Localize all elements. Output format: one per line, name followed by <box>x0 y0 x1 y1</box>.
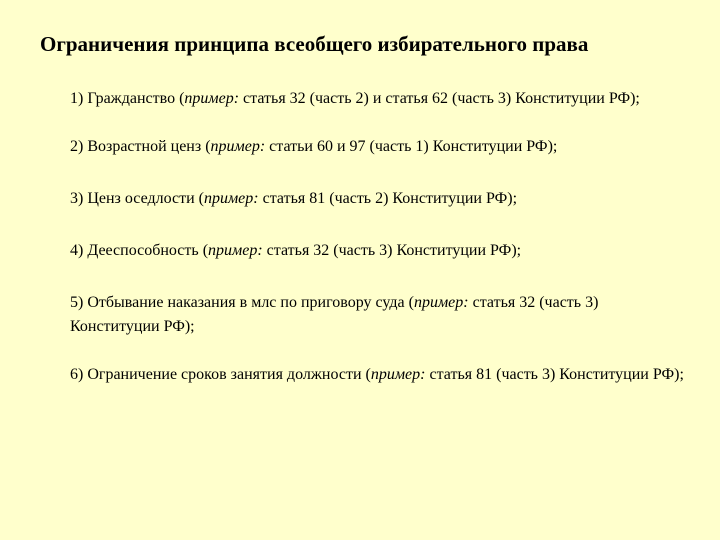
example-label: пример: <box>210 138 266 155</box>
list-item-age-qualification <box>70 135 685 159</box>
example-label: пример: <box>413 294 469 311</box>
item-reference: статья 81 (часть 3) Конституции РФ); <box>425 366 684 383</box>
example-label: пример: <box>208 242 263 259</box>
list-item-term-limits <box>70 363 685 387</box>
example-label: пример: <box>184 90 240 107</box>
item-text: 1) Гражданство ( <box>70 90 185 107</box>
example-label: пример: <box>203 190 259 207</box>
item-text: 2) Возрастной ценз ( <box>70 138 211 155</box>
item-reference: статьи 60 и 97 (часть 1) Конституции РФ); <box>265 138 558 155</box>
item-text: 6) Ограничение сроков занятия должности ( <box>70 366 371 383</box>
example-label: пример: <box>370 366 426 383</box>
item-text: 5) Отбывание наказания в млс по приговору суда ( <box>70 294 414 311</box>
list-item-serving-sentence <box>70 291 685 339</box>
list-item-citizenship <box>70 87 685 111</box>
item-reference: статья 32 (часть 3) Конституции РФ); <box>262 242 522 259</box>
item-text: 3) Ценз оседлости ( <box>70 190 204 207</box>
restrictions-list <box>70 87 685 387</box>
slide-title: Ограничения принципа всеобщего избирательного права <box>40 32 589 56</box>
item-reference: статья 81 (часть 2) Конституции РФ); <box>258 190 518 207</box>
list-item-residency-qualification <box>70 187 685 211</box>
item-text: 4) Дееспособность ( <box>70 242 209 259</box>
item-reference: статья 32 (часть 2) и статья 62 (часть 3) Конституции РФ); <box>239 90 640 107</box>
item-reference: статья 32 (часть 3) Конституции РФ); <box>70 294 599 335</box>
list-item-legal-capacity <box>70 239 685 263</box>
